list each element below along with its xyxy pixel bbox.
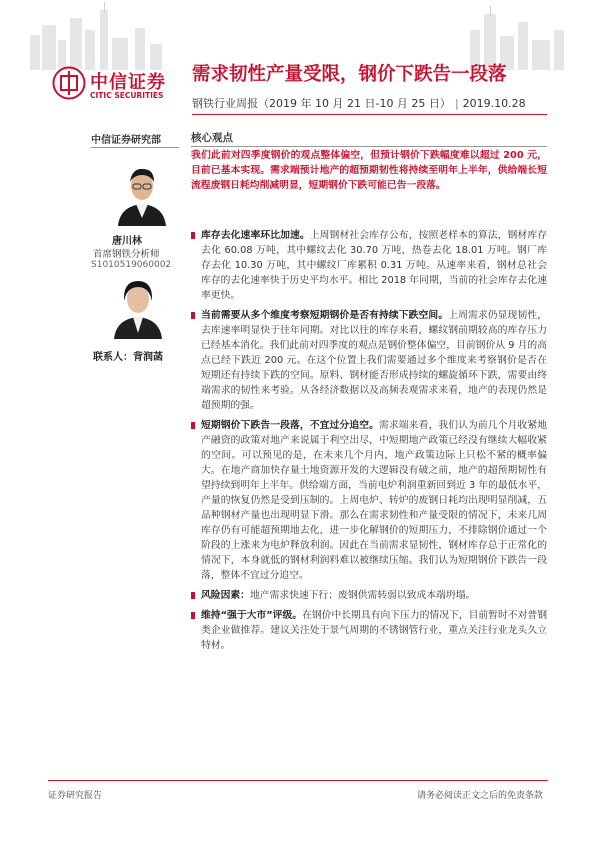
bullet-text: 地产需求快速下行；废钢供需转弱以致成本端坍塌。 [249,590,476,601]
bullet-text: 在钢价中长期具有向下压力的情况下，目前暂时不对普钢类企业做推荐。建议关注处于景气周期的不锈钢管行业，重点关注行业龙头久立特材。 [201,610,547,651]
footer-report-type: 证券研究报告 [48,791,103,801]
report-date: 2019.10.28 [462,97,526,110]
analyst-role: 首席钢铁分析师 [93,249,160,260]
analyst-license-code: S1010519060002 [91,260,172,270]
brand-name-en: CITIC SECURITIES [90,91,164,100]
footer-disclaimer: 请务必阅读正文之后的免责条款 [416,791,543,801]
contact-person: 联系人：背润菡 [93,352,163,363]
bullet-lead: 风险因素： [201,590,250,601]
bullet-lead: 维持“强于大市”评级。 [201,610,303,621]
core-views-heading: 核心观点 [191,132,233,144]
bullet-text: 需求端来看，我们认为前几个月收紧地产融资的政策对地产来说属于利空出尽，中短期地产政策已经没有继续大幅收紧的空间。可以预见的是，在未来几个月内，地产政策边际上只松不紧的概率偏大。在地产商加快存量土地资源开发的大逻辑没有破之前，地产的超预期韧性有望持续到明年上半年。供给端方面，当前电炉利润重新回到近 3 年的最低水平，产量的恢复仍然是受到压制的。上周电炉、转炉的废钢日耗均出现明显削减，五品种钢材产量也出现明显下滑。那么在需求韧性和产量受限的情况下，未来几周库存仍有可能超预期地去化，进一步化解钢价的短期压力，不排除钢价通过一个阶段的上涨来为电炉释放利润。因此在当前需求显韧性，钢材库存总于正常化的情况下，本身就低的钢材利润料难以被继续压缩。我们认为短期钢价下跌告一段落，整体不宜过分追空。 [201,420,548,581]
bullet-lead: 当前需要从多个维度考察短期钢价是否有持续下跌空间。 [201,310,449,321]
bullet-item [191,308,547,413]
footer-rule [48,780,548,781]
citic-logo [52,66,180,106]
brand-name-cn: 中信证券 [90,72,166,93]
report-title: 需求韧性产量受限，钢价下跌告一段落 [192,64,507,85]
bullet-item [191,228,547,303]
contact-photo [108,275,168,339]
analyst-name: 唐川林 [112,236,142,247]
bullet-item [191,588,547,603]
department-rule [91,147,179,148]
core-views-rule [191,146,547,147]
title-rule [192,114,547,115]
report-period: 钢铁行业周报（2019 年 10 月 21 日-10 月 25 日） [192,97,451,110]
bullet-item [191,418,547,583]
analyst-photo [112,162,172,226]
citic-logo-mark-icon [52,66,86,100]
bullet-lead: 短期钢价下跌告一段落，不宜过分追空。 [201,420,379,431]
bullet-lead: 库存去化速率环比加速。 [201,230,310,241]
subtitle-divider: | [454,97,459,110]
bullet-text: 上周需求仍显现韧性，去库速率明显快于往年同期。对比以往的库存来看，螺纹钢前期较高的库存压力已经基本消化。我们此前对四季度的观点是钢价整体偏空，目前钢价从 9 月的高点已经下跌近 200 元。在这个位置上我们需要通过多个维度来考察钢价是否在短期还有持续下跌的空间。原料、钢材能否形成持续的螺旋循环下跌，需要由终端需求的韧性来考验。从各经济数据以及高频表观需求来看，地产的表现仍然是超预期的强。 [201,310,548,411]
bullet-text: 上周钢材社会库存公布，按照老样本的算法，钢材库存去化 60.08 万吨，其中螺纹去化 30.70 万吨，热卷去化 18.01 万吨。钢厂库存去化 10.30 万吨，其中螺纹厂库累积 0.31 万吨。从速率来看，钢材总社会库存的去化速率快于历史平均水平。相比 2018 年同期，当前的社会库存去化速率更快。 [201,230,548,301]
bullet-list [191,228,547,658]
research-department: 中信证券研究部 [91,135,161,146]
bullet-item [191,608,547,653]
report-subtitle [192,95,526,111]
core-summary: 我们此前对四季度钢价的观点整体偏空，但预计钢价下跌幅度难以超过 200 元，目前已基本实现。需求端预计地产的超预期韧性将持续至明年上半年，供给端长短流程废钢日耗均削减明显，短期钢价下跌可能已告一段落。 [191,150,547,191]
